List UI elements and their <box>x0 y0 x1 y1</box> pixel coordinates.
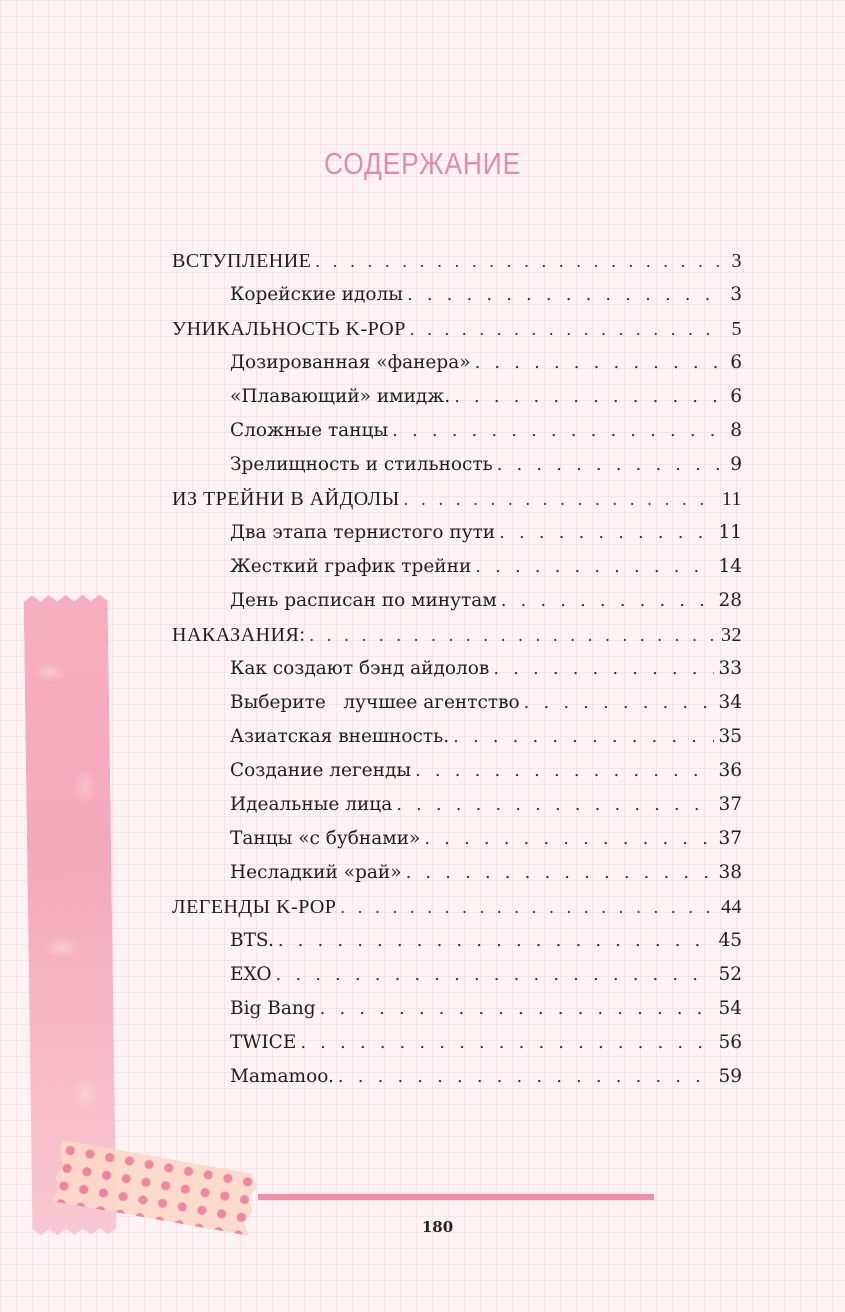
toc-entry-row[interactable] <box>172 1026 742 1060</box>
toc-section-row[interactable] <box>172 618 742 652</box>
page-title: СОДЕРЖАНИЕ <box>323 146 522 181</box>
toc-page-number: 59 <box>718 1066 742 1087</box>
dot-leader <box>315 244 724 278</box>
dot-leader <box>524 686 715 720</box>
dot-leader <box>499 516 714 550</box>
toc-section-row[interactable] <box>172 244 742 278</box>
toc-entry-row[interactable] <box>172 992 742 1026</box>
toc-entry-row[interactable] <box>172 754 742 788</box>
dot-leader <box>407 278 724 312</box>
toc-entry-label: TWICE <box>230 1032 297 1053</box>
toc-page-number: 34 <box>718 692 742 713</box>
dot-leader <box>497 448 724 482</box>
toc-page-number: 3 <box>730 284 742 305</box>
dot-leader <box>424 822 714 856</box>
toc-entry-row[interactable] <box>172 958 742 992</box>
toc-page-number: 38 <box>718 862 742 883</box>
dot-leader <box>406 856 715 890</box>
dot-leader <box>338 1060 715 1094</box>
toc-entry-label: Идеальные лица <box>230 794 393 815</box>
page-number: 180 <box>421 1218 454 1236</box>
toc-entry-label: ВСТУПЛЕНИЕ <box>172 250 312 272</box>
toc-page-number: 6 <box>730 352 742 373</box>
toc-page-number: 54 <box>718 998 742 1019</box>
toc-entry-label: День расписан по минутам <box>230 590 497 611</box>
dot-leader <box>404 482 718 516</box>
toc-section-row[interactable] <box>172 312 742 346</box>
toc-page-number: 9 <box>730 454 742 475</box>
toc-entry-label: Big Bang <box>230 998 316 1019</box>
toc-entry-row[interactable] <box>172 380 742 414</box>
dot-leader <box>493 652 714 686</box>
toc-entry-label: Несладкий «рай» <box>230 862 402 883</box>
toc-page-number: 44 <box>721 896 742 918</box>
toc-page-number: 11 <box>718 522 742 543</box>
toc-entry-label: Создание легенды <box>230 760 412 781</box>
toc-entry-row[interactable] <box>172 278 742 312</box>
toc-entry-label: НАКАЗАНИЯ: <box>172 624 306 646</box>
toc-page-number: 11 <box>721 488 742 510</box>
toc-entry-row[interactable] <box>172 686 742 720</box>
dot-leader <box>396 788 714 822</box>
toc-entry-row[interactable] <box>172 516 742 550</box>
toc-entry-label: Жесткий график трейни <box>230 556 472 577</box>
dot-leader <box>309 618 717 652</box>
toc-page-number: 3 <box>731 250 742 272</box>
toc-entry-label: ЛЕГЕНДЫ K-POP <box>172 896 337 918</box>
toc-entry-row[interactable] <box>172 924 742 958</box>
dot-leader <box>475 346 724 380</box>
toc-entry-row[interactable] <box>172 584 742 618</box>
toc-entry-row[interactable] <box>172 652 742 686</box>
toc-entry-label: Mamamoo. <box>230 1066 334 1087</box>
toc-entry-row[interactable] <box>172 414 742 448</box>
dot-leader <box>415 754 714 788</box>
toc-entry-label: Как создают бэнд айдолов <box>230 658 490 679</box>
toc-entry-label: УНИКАЛЬНОСТЬ K-POP <box>172 318 406 340</box>
toc-entry-row[interactable] <box>172 346 742 380</box>
toc-entry-row[interactable] <box>172 550 742 584</box>
decorative-tape-pink <box>24 594 117 1235</box>
toc-entry-row[interactable] <box>172 856 742 890</box>
toc-page-number: 28 <box>718 590 742 611</box>
toc-page-number: 56 <box>718 1032 742 1053</box>
toc-page-number: 37 <box>718 794 742 815</box>
toc-page-number: 52 <box>718 964 742 985</box>
dot-leader <box>340 890 717 924</box>
toc-entry-row[interactable] <box>172 1060 742 1094</box>
toc-entry-label: Выберите лучшее агентство <box>230 692 520 713</box>
toc-entry-label: ИЗ ТРЕЙНИ В АЙДОЛЫ <box>172 488 400 510</box>
dot-leader <box>475 550 714 584</box>
toc-entry-row[interactable] <box>172 788 742 822</box>
dot-leader <box>501 584 715 618</box>
toc-page-number: 36 <box>718 760 742 781</box>
toc-page-number: 33 <box>718 658 742 679</box>
toc-entry-label: Зрелищность и стильность <box>230 454 493 475</box>
toc-entry-row[interactable] <box>172 822 742 856</box>
toc-entry-label: Азиатская внешность. <box>230 726 450 747</box>
toc-entry-row[interactable] <box>172 448 742 482</box>
toc-page-number: 14 <box>718 556 742 577</box>
toc-section-row[interactable] <box>172 482 742 516</box>
dot-leader <box>276 958 715 992</box>
dot-leader <box>320 992 715 1026</box>
dot-leader <box>410 312 724 346</box>
toc-entry-label: Корейские идолы <box>230 284 403 305</box>
toc-page-number: 32 <box>721 624 742 646</box>
dot-leader <box>453 720 714 754</box>
toc-page-number: 8 <box>730 420 742 441</box>
toc-entry-label: Два этапа тернистого пути <box>230 522 496 543</box>
toc-page-number: 5 <box>731 318 742 340</box>
toc-page-number: 35 <box>718 726 742 747</box>
toc-entry-row[interactable] <box>172 720 742 754</box>
toc-page-number: 6 <box>730 386 742 407</box>
toc-page-number: 37 <box>718 828 742 849</box>
footer-rule <box>258 1194 654 1200</box>
toc-entry-label: Дозированная «фанера» <box>230 352 471 373</box>
toc-section-row[interactable] <box>172 890 742 924</box>
toc-entry-label: «Плавающий» имидж. <box>230 386 451 407</box>
dot-leader <box>300 1026 714 1060</box>
toc-entry-label: Сложные танцы <box>230 420 389 441</box>
toc-entry-label: BTS. <box>230 930 274 951</box>
dot-leader <box>392 414 724 448</box>
dot-leader <box>454 380 724 414</box>
toc-entry-label: Танцы «с бубнами» <box>230 828 421 849</box>
table-of-contents <box>172 244 742 1094</box>
toc-entry-label: EXO <box>230 964 272 985</box>
toc-page-number: 45 <box>718 930 742 951</box>
dot-leader <box>278 924 715 958</box>
